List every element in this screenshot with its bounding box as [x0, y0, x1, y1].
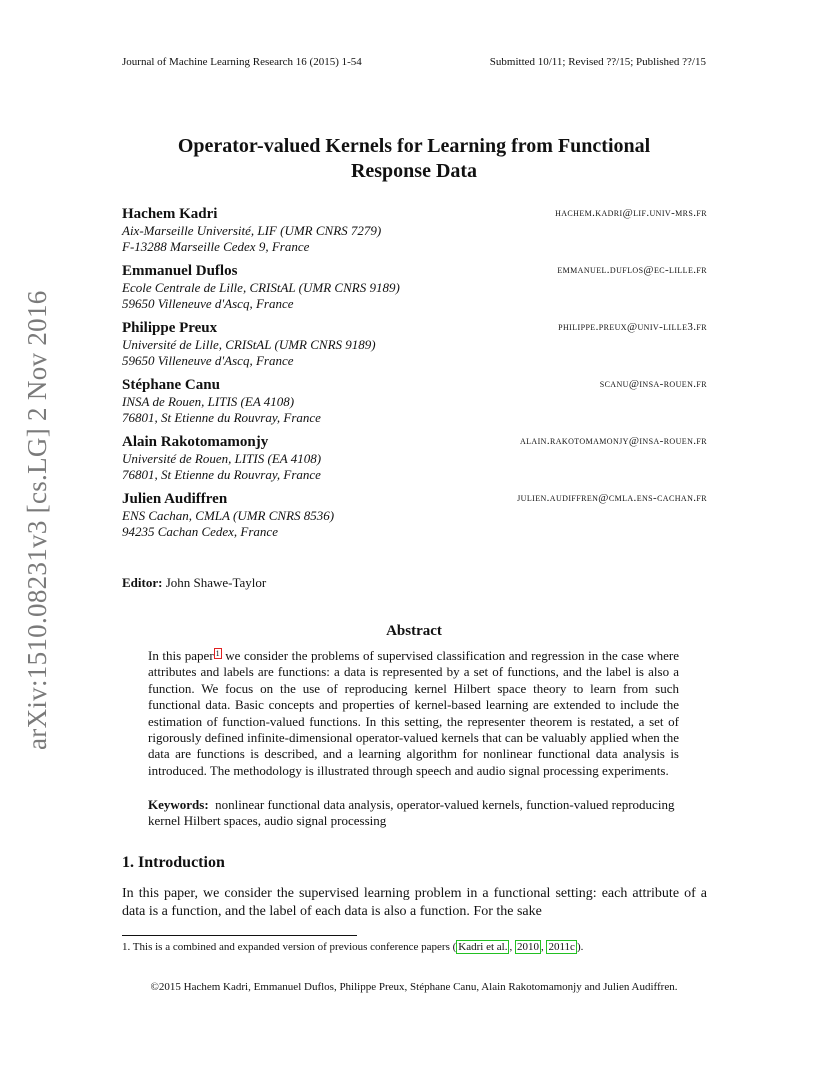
arxiv-sidebar [22, 290, 52, 750]
author-email[interactable]: alain.rakotomamonjy@insa-rouen.fr [519, 435, 707, 447]
author-block [122, 205, 707, 262]
editor-name: John Shawe-Taylor [165, 575, 267, 590]
author-name: Alain Rakotomamonjy [122, 434, 269, 450]
abstract-body: we consider the problems of supervised classification and regression in the case where attributes and labels are functions: a data is represented by a set of functions, and the label is also a function. We focus on the use of reproducing kernel Hilbert space theory to learn from such functional data. Basic concepts and properties of kernel-based learning are extended to include the estimation of function-valued functions. In this setting, the representer theorem is restated, a set of rigorously defined infinite-dimensional operator-valued kernels that can be valuably applied when the data are functions is described, and a learning algorithm for nonlinear functional data analysis is introduced. The methodology is illustrated through speech and audio signal processing experiments. [148, 648, 680, 778]
footnote-sep: , [509, 941, 515, 953]
running-header-journal: Journal of Machine Learning Research 16 (2015) 1-54 [122, 56, 362, 68]
author-block [122, 376, 707, 433]
footnote-prefix: 1. This is a combined and expanded version of previous conference papers ( [122, 941, 457, 953]
author-name: Emmanuel Duflos [122, 263, 238, 279]
author-address: 59650 Villeneuve d'Ascq, France [122, 296, 294, 311]
editor-line [122, 575, 266, 591]
author-name: Philippe Preux [122, 320, 218, 336]
keywords-text: nonlinear functional data analysis, operator-valued kernels, function-valued reproducing kernel Hilbert spaces, audio signal processing [148, 797, 675, 829]
citation-link[interactable]: Kadri et al. [458, 941, 508, 953]
keywords [148, 797, 679, 830]
author-name: Julien Audiffren [122, 491, 228, 507]
abstract-lead: In this paper [148, 648, 214, 663]
author-affiliation: INSA de Rouen, LITIS (EA 4108) [122, 394, 295, 409]
title-line-2: Response Data [350, 160, 478, 182]
keywords-label: Keywords: [148, 797, 209, 812]
title-line-1: Operator-valued Kernels for Learning from Functional [177, 135, 651, 157]
author-name: Stéphane Canu [122, 377, 220, 393]
author-address: 94235 Cachan Cedex, France [122, 524, 278, 539]
author-affiliation: Ecole Centrale de Lille, CRIStAL (UMR CNRS 9189) [122, 280, 400, 295]
author-affiliation: Université de Lille, CRIStAL (UMR CNRS 9189) [122, 337, 376, 352]
citation-link[interactable]: 2011c [548, 941, 575, 953]
author-block [122, 433, 707, 490]
author-list [122, 205, 707, 547]
paper-title [0, 134, 828, 184]
author-block [122, 262, 707, 319]
arxiv-identifier[interactable]: arXiv:1510.08231v3 [cs.LG] 2 Nov 2016 [22, 290, 52, 750]
author-address: 76801, St Etienne du Rouvray, France [122, 467, 321, 482]
footnote-rule [122, 935, 357, 936]
author-email[interactable]: scanu@insa-rouen.fr [599, 378, 707, 390]
author-email[interactable]: philippe.preux@univ-lille3.fr [558, 321, 707, 333]
author-email[interactable]: julien.audiffren@cmla.ens-cachan.fr [517, 492, 707, 504]
intro-paragraph: In this paper, we consider the supervised learning problem in a functional setting: each attribute of a data is a function, and the label of each data is also a function. For the sake [122, 886, 707, 919]
running-header-submission: Submitted 10/11; Revised ??/15; Published ??/15 [489, 56, 706, 68]
footnote-link[interactable]: 1 [215, 649, 220, 658]
citation-link[interactable]: 2010 [516, 941, 539, 953]
author-name: Hachem Kadri [122, 206, 218, 222]
author-email[interactable]: hachem.kadri@lif.univ-mrs.fr [555, 207, 707, 219]
author-email[interactable]: emmanuel.duflos@ec-lille.fr [557, 264, 707, 276]
section-heading: 1. Introduction [122, 854, 225, 871]
footnote-suffix: ). [576, 941, 584, 953]
author-affiliation: Aix-Marseille Université, LIF (UMR CNRS 7279) [122, 223, 382, 238]
abstract-text [148, 648, 679, 779]
author-block [122, 490, 707, 547]
author-address: 76801, St Etienne du Rouvray, France [122, 410, 321, 425]
footnote [122, 940, 583, 954]
author-affiliation: Université de Rouen, LITIS (EA 4108) [122, 451, 322, 466]
author-affiliation: ENS Cachan, CMLA (UMR CNRS 8536) [122, 508, 335, 523]
footnote-sep: , [540, 941, 547, 953]
author-block [122, 319, 707, 376]
author-address: 59650 Villeneuve d'Ascq, France [122, 353, 294, 368]
author-address: F-13288 Marseille Cedex 9, France [122, 239, 310, 254]
copyright-notice: ©2015 Hachem Kadri, Emmanuel Duflos, Philippe Preux, Stéphane Canu, Alain Rakotomamonjy and Julien Audiffren. [150, 981, 678, 993]
abstract-heading: Abstract [386, 623, 442, 639]
editor-label: Editor: [122, 575, 163, 590]
